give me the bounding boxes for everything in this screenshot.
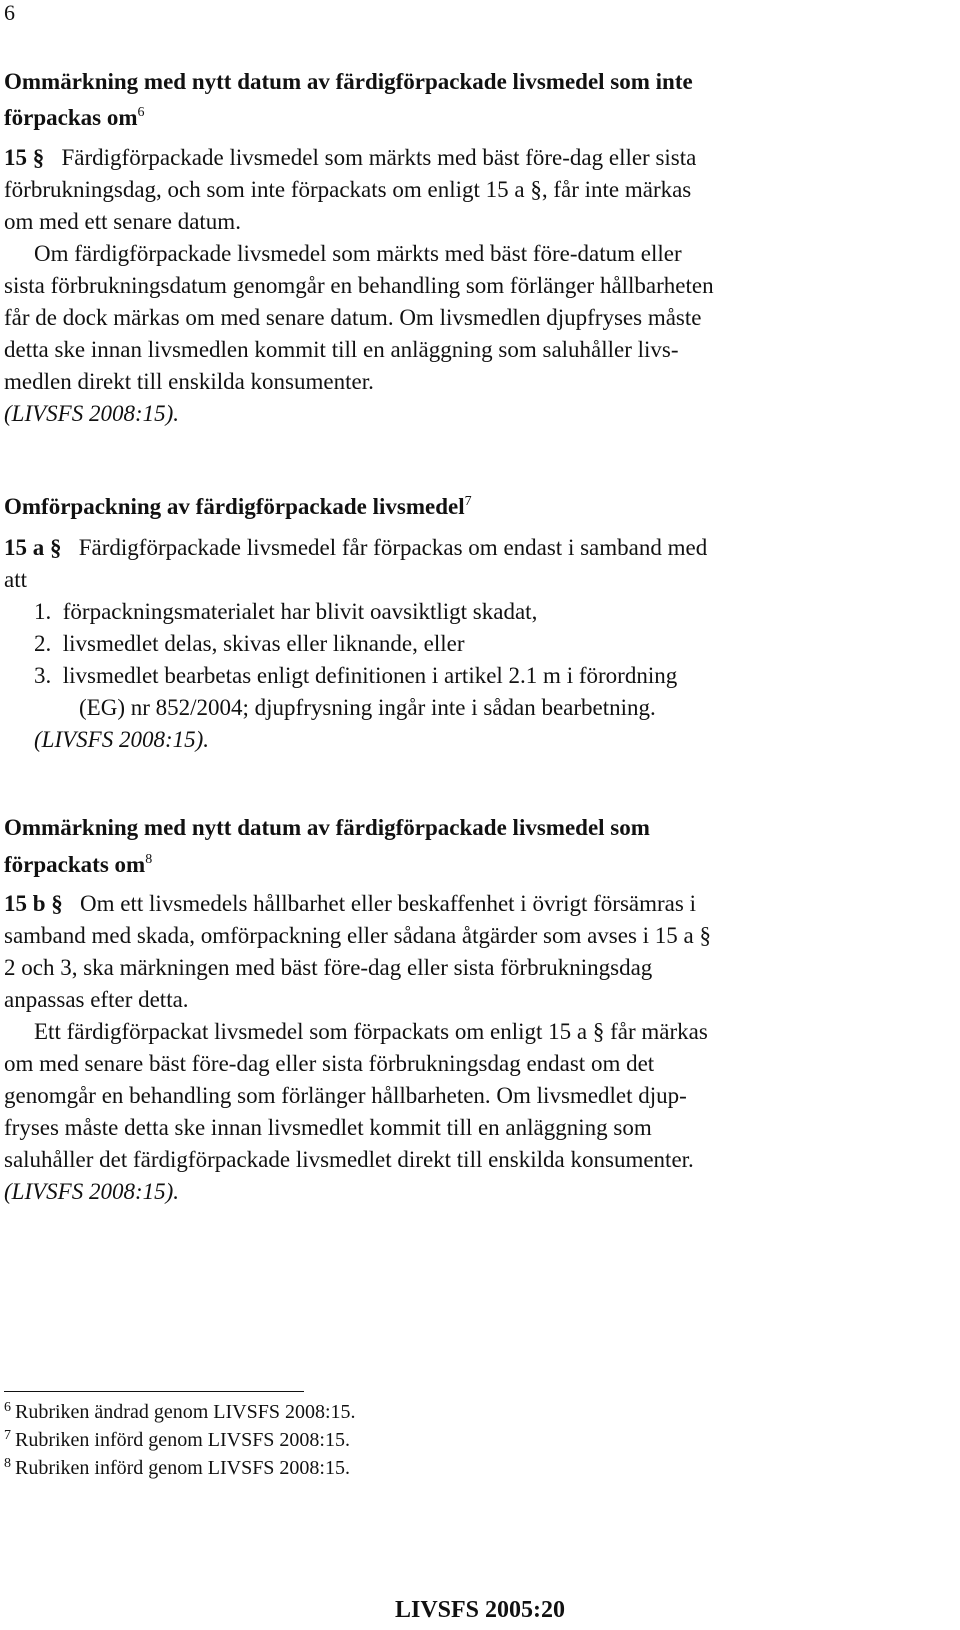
paragraph-line: detta ske innan livsmedlen kommit till en anläggning som saluhåller livs-	[4, 337, 679, 362]
paragraph-line: att	[4, 567, 27, 592]
section-heading: Omförpackning av färdigförpackade livsmedel$^7$	[4, 494, 472, 519]
section-ref: 15 §	[4, 145, 45, 170]
amendment-note: (LIVSFS 2008:15).	[34, 727, 210, 752]
footnote: $^7$ Rubriken införd genom LIVSFS 2008:15.	[4, 1428, 350, 1451]
list-item: 1. förpackningsmaterialet har blivit oavsiktligt skadat,	[34, 599, 538, 624]
footnote: $^6$ Rubriken ändrad genom LIVSFS 2008:15.	[4, 1400, 356, 1423]
paragraph-line: medlen direkt till enskilda konsumenter.	[4, 369, 374, 394]
list-item: 2. livsmedlet delas, skivas eller liknande, eller	[34, 631, 465, 656]
amendment-note: (LIVSFS 2008:15).	[4, 401, 180, 426]
footnote-ref: 6	[137, 105, 145, 120]
footnote-ref: 7	[464, 494, 472, 509]
paragraph-line: om med ett senare datum.	[4, 209, 241, 234]
paragraph-line: fryses måste detta ske innan livsmedlet kommit till en anläggning som	[4, 1115, 652, 1140]
paragraph-line: Ett färdigförpackat livsmedel som förpackats om enligt 15 a § får märkas	[34, 1019, 708, 1044]
paragraph-line: 15 § Färdigförpackade livsmedel som märkts med bäst före-dag eller sista	[4, 145, 697, 170]
section-ref: 15 b §	[4, 891, 63, 916]
section-heading: Ommärkning med nytt datum av färdigförpackade livsmedel som	[4, 815, 650, 840]
paragraph-line: 15 b § Om ett livsmedels hållbarhet eller beskaffenhet i övrigt försämras i	[4, 891, 696, 916]
page-footer: LIVSFS 2005:20	[394, 1597, 566, 1623]
paragraph-line: samband med skada, omförpackning eller sådana åtgärder som avses i 15 a §	[4, 923, 712, 948]
paragraph-line: 15 a § Färdigförpackade livsmedel får förpackas om endast i samband med	[4, 535, 708, 560]
footnote-ref: 8	[145, 852, 153, 867]
paragraph-line: saluhåller det färdigförpackade livsmedlet direkt till enskilda konsumenter.	[4, 1147, 694, 1172]
paragraph-line: förbrukningsdag, och som inte förpackats om enligt 15 a §, får inte märkas	[4, 177, 692, 202]
list-item-cont: (EG) nr 852/2004; djupfrysning ingår inte i sådan bearbetning.	[79, 695, 656, 720]
footnote: $^8$ Rubriken införd genom LIVSFS 2008:15.	[4, 1456, 350, 1479]
section-heading-cont: förpackas om$^6$	[4, 105, 145, 130]
paragraph-line: Om färdigförpackade livsmedel som märkts med bäst före-datum eller	[34, 241, 682, 266]
list-item: 3. livsmedlet bearbetas enligt definitionen i artikel 2.1 m i förordning	[34, 663, 678, 688]
paragraph-line: får de dock märkas om med senare datum. Om livsmedlen djupfryses måste	[4, 305, 702, 330]
page-number: 6	[4, 0, 15, 25]
paragraph-line: 2 och 3, ska märkningen med bäst före-dag eller sista förbrukningsdag	[4, 955, 653, 980]
paragraph-line: anpassas efter detta.	[4, 987, 189, 1012]
section-heading-cont: förpackats om$^8$	[4, 852, 153, 877]
section-heading: Ommärkning med nytt datum av färdigförpackade livsmedel som inte	[4, 69, 693, 94]
amendment-note: (LIVSFS 2008:15).	[4, 1179, 180, 1204]
footnote-divider	[4, 1391, 304, 1392]
paragraph-line: sista förbrukningsdatum genomgår en behandling som förlänger hållbarheten	[4, 273, 714, 298]
paragraph-line: om med senare bäst före-dag eller sista förbrukningsdag endast om det	[4, 1051, 655, 1076]
section-ref: 15 a §	[4, 535, 62, 560]
paragraph-line: genomgår en behandling som förlänger hållbarheten. Om livsmedlet djup-	[4, 1083, 687, 1108]
